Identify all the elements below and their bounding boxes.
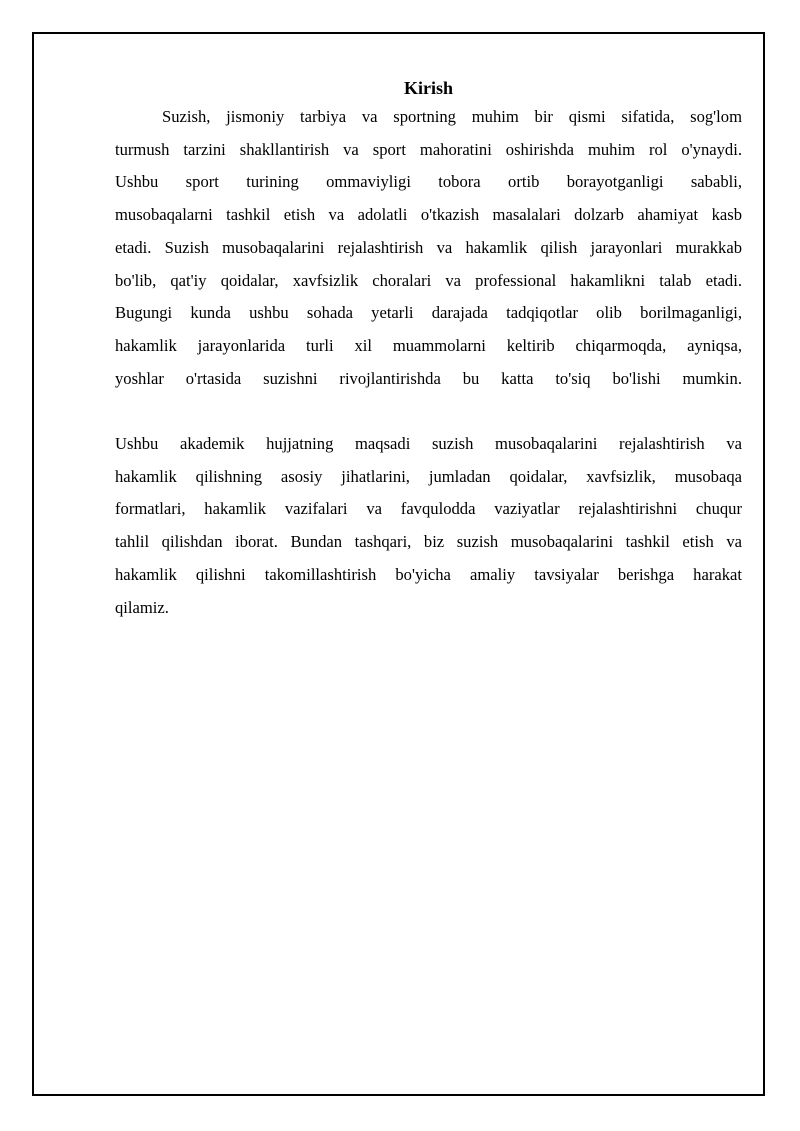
text-line: Ushbu akademik hujjatning maqsadi suzish musobaqalarini rejalashtirish va [115, 434, 742, 454]
text-line: hakamlik qilishni takomillashtirish bo'yicha amaliy tavsiyalar berishga harakat [115, 564, 742, 584]
text-line: formatlari, hakamlik vazifalari va favqulodda vaziyatlar rejalashtirishni chuqur [115, 499, 742, 519]
document-title: Kirish [403, 78, 453, 98]
paragraph-intro [115, 101, 742, 395]
text-line: Suzish, jismoniy tarbiya va sportning muhim bir qismi sifatida, sog'lom [162, 107, 742, 126]
paragraph-aim [115, 428, 742, 624]
text-line: etadi. Suzish musobaqalarini rejalashtirish va hakamlik qilish jarayonlari murakkab [115, 237, 742, 257]
text-line: Ushbu sport turining ommaviyligi tobora ortib borayotganligi sababli, [115, 172, 742, 192]
document-body [115, 75, 742, 624]
text-line: tahlil qilishdan iborat. Bundan tashqari, biz suzish musobaqalarini tashkil etish va [115, 532, 742, 552]
text-line: yoshlar o'rtasida suzishni rivojlantirishda bu katta to'siq bo'lishi mumkin. [115, 368, 742, 388]
text-line: hakamlik jarayonlarida turli xil muammolarni keltirib chiqarmoqda, ayniqsa, [115, 335, 742, 355]
text-line: Bugungi kunda ushbu sohada yetarli darajada tadqiqotlar olib borilmaganligi, [115, 303, 742, 323]
text-line: hakamlik qilishning asosiy jihatlarini, jumladan qoidalar, xavfsizlik, musobaqa [115, 466, 742, 486]
text-line: qilamiz. [115, 597, 169, 617]
text-line: turmush tarzini shakllantirish va sport mahoratini oshirishda muhim rol o'ynaydi. [115, 139, 742, 159]
paragraph-spacer [115, 395, 742, 428]
text-line: musobaqalarni tashkil etish va adolatli o'tkazish masalalari dolzarb ahamiyat kasb [115, 205, 742, 225]
text-line: bo'lib, qat'iy qoidalar, xavfsizlik choralari va professional hakamlikni talab etadi. [115, 270, 742, 290]
